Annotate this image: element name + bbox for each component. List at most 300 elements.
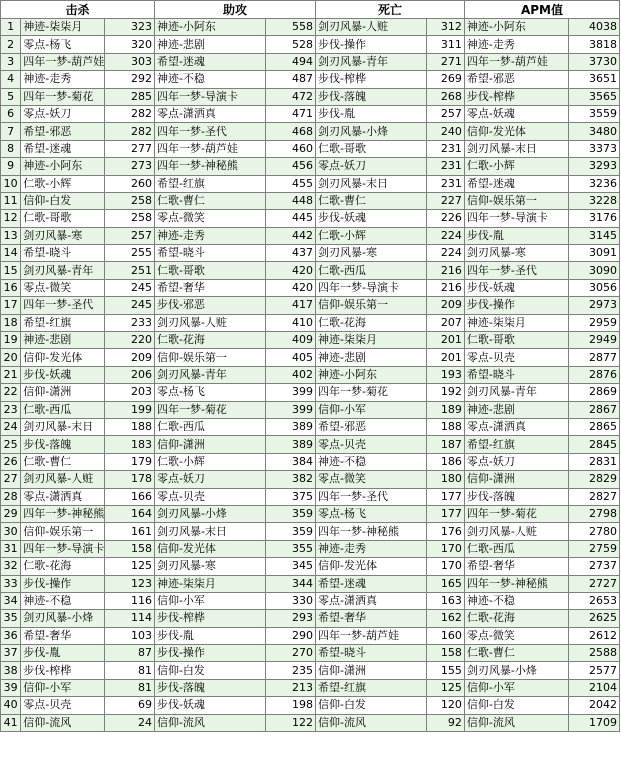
table-row: [1, 332, 620, 349]
death-count: 180: [427, 471, 464, 488]
apm-value: 2653: [569, 592, 620, 609]
apm-player-name: 零点-潇洒真: [464, 418, 568, 435]
rank-cell: 22: [1, 384, 21, 401]
assist-count: 420: [266, 279, 316, 296]
assist-player-name: 剑刃风暴-末日: [154, 523, 265, 540]
rank-cell: 21: [1, 366, 21, 383]
kill-count: 103: [105, 627, 155, 644]
death-player-name: 四年一梦-葫芦娃: [316, 627, 427, 644]
rank-cell: 40: [1, 697, 21, 714]
apm-player-name: 希望-晓斗: [464, 366, 568, 383]
apm-value: 1709: [569, 714, 620, 731]
kill-count: 245: [105, 297, 155, 314]
assist-player-name: 神迹-小阿东: [154, 19, 265, 36]
rank-cell: 27: [1, 471, 21, 488]
rank-cell: 10: [1, 175, 21, 192]
kill-player-name: 希望-邪恶: [21, 123, 105, 140]
kill-player-name: 希望-红旗: [21, 314, 105, 331]
apm-player-name: 信仰-小军: [464, 679, 568, 696]
rank-cell: 19: [1, 332, 21, 349]
table-row: [1, 505, 620, 522]
death-player-name: 信仰-潇洲: [316, 662, 427, 679]
apm-value: 2949: [569, 332, 620, 349]
kill-player-name: 神迹-小阿东: [21, 158, 105, 175]
death-count: 227: [427, 192, 464, 209]
table-row: [1, 245, 620, 262]
death-count: 92: [427, 714, 464, 731]
apm-player-name: 剑刃风暴-末日: [464, 140, 568, 157]
assist-player-name: 希望-奢华: [154, 279, 265, 296]
kill-player-name: 仁歌-曹仁: [21, 453, 105, 470]
table-row: [1, 488, 620, 505]
table-row: [1, 192, 620, 209]
death-player-name: 四年一梦-圣代: [316, 488, 427, 505]
assist-count: 442: [266, 227, 316, 244]
apm-player-name: 四年一梦-圣代: [464, 262, 568, 279]
rank-cell: 16: [1, 279, 21, 296]
assist-count: 399: [266, 384, 316, 401]
table-row: [1, 627, 620, 644]
kill-count: 258: [105, 210, 155, 227]
kill-player-name: 信仰-潇洲: [21, 384, 105, 401]
assist-count: 235: [266, 662, 316, 679]
assist-player-name: 四年一梦-葫芦娃: [154, 140, 265, 157]
kill-player-name: 信仰-白发: [21, 192, 105, 209]
death-count: 170: [427, 540, 464, 557]
kill-count: 183: [105, 436, 155, 453]
death-count: 268: [427, 88, 464, 105]
rank-cell: 11: [1, 192, 21, 209]
assist-count: 445: [266, 210, 316, 227]
assist-count: 471: [266, 105, 316, 122]
assist-count: 456: [266, 158, 316, 175]
assist-player-name: 步伐-胤: [154, 627, 265, 644]
kill-player-name: 信仰-娱乐第一: [21, 523, 105, 540]
death-player-name: 希望-晓斗: [316, 645, 427, 662]
rank-cell: 39: [1, 679, 21, 696]
table-row: [1, 227, 620, 244]
assist-count: 417: [266, 297, 316, 314]
rank-cell: 8: [1, 140, 21, 157]
assist-player-name: 神迹-走秀: [154, 227, 265, 244]
apm-player-name: 四年一梦-葫芦娃: [464, 53, 568, 70]
death-count: 176: [427, 523, 464, 540]
apm-player-name: 希望-邪恶: [464, 71, 568, 88]
kill-count: 245: [105, 279, 155, 296]
kill-player-name: 仁歌-哥歌: [21, 210, 105, 227]
kill-player-name: 神迹-不稳: [21, 592, 105, 609]
assist-player-name: 仁歌-西瓜: [154, 418, 265, 435]
assist-player-name: 步伐-操作: [154, 645, 265, 662]
death-player-name: 信仰-小军: [316, 401, 427, 418]
apm-player-name: 剑刃风暴-青年: [464, 384, 568, 401]
death-player-name: 零点-杨飞: [316, 505, 427, 522]
kill-player-name: 信仰-发光体: [21, 349, 105, 366]
death-count: 269: [427, 71, 464, 88]
rank-cell: 29: [1, 505, 21, 522]
table-row: [1, 697, 620, 714]
death-count: 231: [427, 158, 464, 175]
rank-cell: 1: [1, 19, 21, 36]
assist-count: 494: [266, 53, 316, 70]
assist-count: 270: [266, 645, 316, 662]
death-count: 209: [427, 297, 464, 314]
apm-value: 3056: [569, 279, 620, 296]
rank-cell: 28: [1, 488, 21, 505]
assist-player-name: 信仰-潇洲: [154, 436, 265, 453]
kill-player-name: 四年一梦-葫芦娃: [21, 53, 105, 70]
table-row: [1, 210, 620, 227]
kill-count: 323: [105, 19, 155, 36]
rank-cell: 20: [1, 349, 21, 366]
table-row: [1, 105, 620, 122]
kill-count: 123: [105, 575, 155, 592]
assist-count: 409: [266, 332, 316, 349]
kill-player-name: 步伐-操作: [21, 575, 105, 592]
death-player-name: 剑刃风暴-青年: [316, 53, 427, 70]
kill-player-name: 零点-贝壳: [21, 697, 105, 714]
apm-value: 2877: [569, 349, 620, 366]
kill-count: 292: [105, 71, 155, 88]
kill-player-name: 零点-潇洒真: [21, 488, 105, 505]
table-row: [1, 53, 620, 70]
death-count: 192: [427, 384, 464, 401]
death-count: 226: [427, 210, 464, 227]
apm-value: 3480: [569, 123, 620, 140]
kill-count: 81: [105, 662, 155, 679]
table-row: [1, 610, 620, 627]
death-player-name: 仁歌-小辉: [316, 227, 427, 244]
table-row: [1, 262, 620, 279]
death-player-name: 神迹-柒柒月: [316, 332, 427, 349]
table-row: [1, 679, 620, 696]
apm-player-name: 步伐-榨桦: [464, 88, 568, 105]
assist-player-name: 零点-贝壳: [154, 488, 265, 505]
apm-value: 3651: [569, 71, 620, 88]
kill-count: 273: [105, 158, 155, 175]
assist-player-name: 步伐-妖魂: [154, 697, 265, 714]
kill-player-name: 剑刃风暴-寒: [21, 227, 105, 244]
assist-count: 330: [266, 592, 316, 609]
death-count: 189: [427, 401, 464, 418]
death-player-name: 仁歌-曹仁: [316, 192, 427, 209]
kill-count: 81: [105, 679, 155, 696]
table-row: [1, 714, 620, 731]
death-player-name: 仁歌-哥歌: [316, 140, 427, 157]
table-row: [1, 36, 620, 53]
assist-player-name: 步伐-落魄: [154, 679, 265, 696]
apm-value: 3373: [569, 140, 620, 157]
table-row: [1, 418, 620, 435]
apm-value: 2827: [569, 488, 620, 505]
apm-player-name: 步伐-操作: [464, 297, 568, 314]
kill-player-name: 步伐-胤: [21, 645, 105, 662]
kill-count: 260: [105, 175, 155, 192]
kill-count: 203: [105, 384, 155, 401]
death-count: 216: [427, 279, 464, 296]
death-count: 165: [427, 575, 464, 592]
table-row: [1, 575, 620, 592]
header-apm: APM值: [464, 1, 619, 19]
rank-cell: 3: [1, 53, 21, 70]
death-player-name: 步伐-落魄: [316, 88, 427, 105]
kill-player-name: 剑刃风暴-青年: [21, 262, 105, 279]
assist-count: 198: [266, 697, 316, 714]
kill-player-name: 神迹-柒柒月: [21, 19, 105, 36]
death-player-name: 零点-贝壳: [316, 436, 427, 453]
apm-value: 2831: [569, 453, 620, 470]
kill-count: 164: [105, 505, 155, 522]
kill-count: 282: [105, 105, 155, 122]
death-count: 163: [427, 592, 464, 609]
apm-value: 2865: [569, 418, 620, 435]
apm-value: 2829: [569, 471, 620, 488]
apm-player-name: 步伐-落魄: [464, 488, 568, 505]
header-deaths: 死亡: [316, 1, 465, 19]
death-player-name: 剑刃风暴-寒: [316, 245, 427, 262]
apm-player-name: 神迹-不稳: [464, 592, 568, 609]
assist-count: 355: [266, 540, 316, 557]
table-row: [1, 314, 620, 331]
apm-player-name: 四年一梦-菊花: [464, 505, 568, 522]
death-player-name: 四年一梦-神秘熊: [316, 523, 427, 540]
kill-count: 24: [105, 714, 155, 731]
rank-cell: 37: [1, 645, 21, 662]
apm-value: 3818: [569, 36, 620, 53]
assist-player-name: 神迹-不稳: [154, 71, 265, 88]
death-count: 188: [427, 418, 464, 435]
death-player-name: 步伐-胤: [316, 105, 427, 122]
death-player-name: 剑刃风暴-人赃: [316, 19, 427, 36]
apm-player-name: 零点-妖刀: [464, 453, 568, 470]
assist-player-name: 剑刃风暴-寒: [154, 558, 265, 575]
kill-count: 320: [105, 36, 155, 53]
apm-player-name: 神迹-柒柒月: [464, 314, 568, 331]
assist-count: 293: [266, 610, 316, 627]
assist-count: 528: [266, 36, 316, 53]
apm-player-name: 仁歌-哥歌: [464, 332, 568, 349]
kill-player-name: 步伐-落魄: [21, 436, 105, 453]
kill-count: 178: [105, 471, 155, 488]
apm-value: 3145: [569, 227, 620, 244]
death-player-name: 步伐-榨桦: [316, 71, 427, 88]
rank-cell: 36: [1, 627, 21, 644]
apm-player-name: 步伐-胤: [464, 227, 568, 244]
death-count: 162: [427, 610, 464, 627]
header-assists: 助攻: [154, 1, 315, 19]
apm-value: 3236: [569, 175, 620, 192]
rank-cell: 7: [1, 123, 21, 140]
table-row: [1, 19, 620, 36]
rank-cell: 33: [1, 575, 21, 592]
death-player-name: 希望-邪恶: [316, 418, 427, 435]
rank-cell: 41: [1, 714, 21, 731]
death-player-name: 神迹-走秀: [316, 540, 427, 557]
table-row: [1, 540, 620, 557]
assist-player-name: 零点-微笑: [154, 210, 265, 227]
apm-value: 3559: [569, 105, 620, 122]
assist-player-name: 仁歌-小辉: [154, 453, 265, 470]
assist-player-name: 希望-迷魂: [154, 53, 265, 70]
table-row: [1, 140, 620, 157]
kill-player-name: 零点-妖刀: [21, 105, 105, 122]
kill-player-name: 四年一梦-神秘熊: [21, 505, 105, 522]
apm-value: 3091: [569, 245, 620, 262]
table-row: [1, 558, 620, 575]
death-player-name: 信仰-发光体: [316, 558, 427, 575]
rank-cell: 23: [1, 401, 21, 418]
death-count: 160: [427, 627, 464, 644]
kill-player-name: 四年一梦-导演卡: [21, 540, 105, 557]
apm-player-name: 信仰-娱乐第一: [464, 192, 568, 209]
assist-count: 405: [266, 349, 316, 366]
table-row: [1, 384, 620, 401]
kill-count: 166: [105, 488, 155, 505]
assist-player-name: 四年一梦-菊花: [154, 401, 265, 418]
death-player-name: 仁歌-花海: [316, 314, 427, 331]
kill-player-name: 步伐-妖魂: [21, 366, 105, 383]
assist-count: 375: [266, 488, 316, 505]
apm-value: 3730: [569, 53, 620, 70]
table-row: [1, 401, 620, 418]
apm-player-name: 仁歌-花海: [464, 610, 568, 627]
death-count: 216: [427, 262, 464, 279]
assist-count: 399: [266, 401, 316, 418]
death-count: 170: [427, 558, 464, 575]
assist-player-name: 零点-妖刀: [154, 471, 265, 488]
apm-value: 3293: [569, 158, 620, 175]
assist-count: 448: [266, 192, 316, 209]
apm-player-name: 神迹-走秀: [464, 36, 568, 53]
kill-count: 87: [105, 645, 155, 662]
table-row: [1, 645, 620, 662]
assist-count: 402: [266, 366, 316, 383]
death-player-name: 步伐-妖魂: [316, 210, 427, 227]
apm-player-name: 零点-贝壳: [464, 349, 568, 366]
apm-value: 2727: [569, 575, 620, 592]
header-row: [1, 1, 620, 19]
kill-count: 188: [105, 418, 155, 435]
assist-count: 382: [266, 471, 316, 488]
apm-player-name: 希望-奢华: [464, 558, 568, 575]
rank-cell: 12: [1, 210, 21, 227]
death-count: 120: [427, 697, 464, 714]
rank-cell: 34: [1, 592, 21, 609]
table-row: [1, 279, 620, 296]
apm-player-name: 剑刃风暴-人赃: [464, 523, 568, 540]
death-player-name: 信仰-流风: [316, 714, 427, 731]
rank-cell: 24: [1, 418, 21, 435]
kill-player-name: 仁歌-西瓜: [21, 401, 105, 418]
assist-count: 389: [266, 418, 316, 435]
death-count: 271: [427, 53, 464, 70]
apm-value: 2845: [569, 436, 620, 453]
death-player-name: 剑刃风暴-末日: [316, 175, 427, 192]
death-count: 224: [427, 245, 464, 262]
rank-cell: 2: [1, 36, 21, 53]
table-row: [1, 436, 620, 453]
kill-player-name: 四年一梦-圣代: [21, 297, 105, 314]
death-count: 240: [427, 123, 464, 140]
apm-player-name: 仁歌-小辉: [464, 158, 568, 175]
kill-count: 114: [105, 610, 155, 627]
rank-cell: 15: [1, 262, 21, 279]
kill-count: 69: [105, 697, 155, 714]
death-player-name: 四年一梦-菊花: [316, 384, 427, 401]
rank-cell: 31: [1, 540, 21, 557]
kill-count: 158: [105, 540, 155, 557]
table-row: [1, 523, 620, 540]
apm-player-name: 零点-妖魂: [464, 105, 568, 122]
apm-value: 3090: [569, 262, 620, 279]
apm-value: 3565: [569, 88, 620, 105]
assist-player-name: 神迹-悲剧: [154, 36, 265, 53]
death-player-name: 神迹-不稳: [316, 453, 427, 470]
table-row: [1, 592, 620, 609]
death-player-name: 剑刃风暴-小烽: [316, 123, 427, 140]
apm-value: 2876: [569, 366, 620, 383]
death-count: 177: [427, 505, 464, 522]
apm-value: 2104: [569, 679, 620, 696]
death-count: 125: [427, 679, 464, 696]
kill-player-name: 仁歌-小辉: [21, 175, 105, 192]
assist-player-name: 信仰-白发: [154, 662, 265, 679]
kill-player-name: 神迹-走秀: [21, 71, 105, 88]
death-count: 201: [427, 332, 464, 349]
death-player-name: 步伐-操作: [316, 36, 427, 53]
kill-player-name: 剑刃风暴-末日: [21, 418, 105, 435]
assist-player-name: 四年一梦-导演卡: [154, 88, 265, 105]
apm-player-name: 步伐-妖魂: [464, 279, 568, 296]
apm-player-name: 仁歌-西瓜: [464, 540, 568, 557]
kill-count: 303: [105, 53, 155, 70]
assist-player-name: 神迹-柒柒月: [154, 575, 265, 592]
kill-player-name: 希望-晓斗: [21, 245, 105, 262]
apm-player-name: 剑刃风暴-小烽: [464, 662, 568, 679]
assist-count: 410: [266, 314, 316, 331]
apm-player-name: 剑刃风暴-寒: [464, 245, 568, 262]
apm-value: 2625: [569, 610, 620, 627]
assist-player-name: 希望-红旗: [154, 175, 265, 192]
death-player-name: 神迹-小阿东: [316, 366, 427, 383]
apm-value: 2612: [569, 627, 620, 644]
kill-count: 277: [105, 140, 155, 157]
apm-player-name: 信仰-流风: [464, 714, 568, 731]
death-player-name: 希望-迷魂: [316, 575, 427, 592]
apm-player-name: 希望-红旗: [464, 436, 568, 453]
assist-count: 460: [266, 140, 316, 157]
rank-cell: 30: [1, 523, 21, 540]
death-count: 187: [427, 436, 464, 453]
apm-player-name: 四年一梦-神秘熊: [464, 575, 568, 592]
rank-cell: 14: [1, 245, 21, 262]
death-player-name: 神迹-悲剧: [316, 349, 427, 366]
assist-count: 290: [266, 627, 316, 644]
assist-player-name: 剑刃风暴-人赃: [154, 314, 265, 331]
assist-count: 420: [266, 262, 316, 279]
apm-player-name: 零点-微笑: [464, 627, 568, 644]
rank-cell: 26: [1, 453, 21, 470]
kill-player-name: 剑刃风暴-人赃: [21, 471, 105, 488]
apm-value: 3176: [569, 210, 620, 227]
kill-player-name: 零点-杨飞: [21, 36, 105, 53]
assist-player-name: 零点-潇洒真: [154, 105, 265, 122]
kill-count: 179: [105, 453, 155, 470]
death-count: 186: [427, 453, 464, 470]
apm-value: 2577: [569, 662, 620, 679]
kill-player-name: 四年一梦-菊花: [21, 88, 105, 105]
assist-count: 213: [266, 679, 316, 696]
